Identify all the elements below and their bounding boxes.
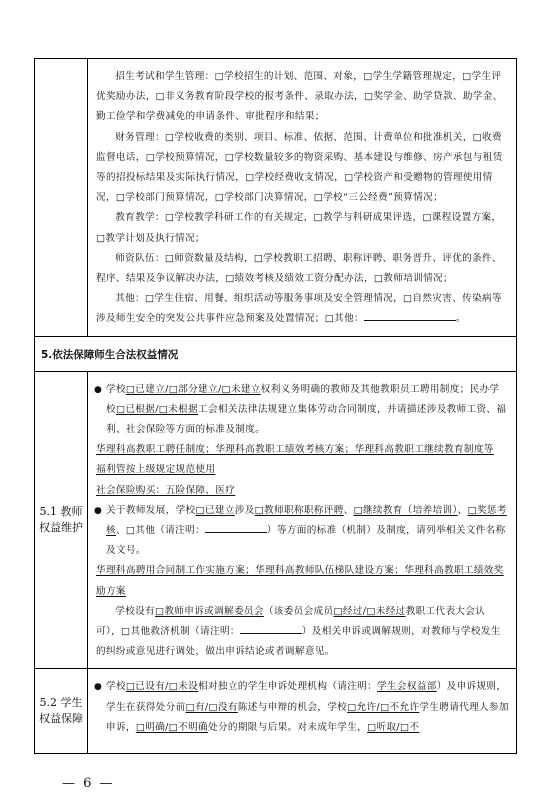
text-run: （该委员会成员 <box>263 605 334 617</box>
checkbox-option[interactable]: □已设有 <box>125 681 166 693</box>
filled-answer[interactable]: 社会保险购买：五险保障、医疗 <box>96 484 236 496</box>
checkbox-option[interactable]: □已建立 <box>125 383 166 395</box>
text-run: 相对独立的学生申诉处理机构（请注明： <box>198 681 378 693</box>
separator: / <box>165 681 169 693</box>
recruitment-paragraph: 招生考试和学生管理：□学校招生的计划、范围、对象，□学生学籍管理规定，□学生评优奖励办法，□非义务教育阶段学校的报考条件、录取办法，□奖学金、助学贷款、助学金、勤工俭学和学费减免的申请条件、审批程序和结果； <box>96 71 503 123</box>
checkbox-option[interactable]: □已根据 <box>115 403 156 415</box>
checkbox-option[interactable]: □部分建立 <box>168 383 218 395</box>
separator: / <box>362 605 367 617</box>
text-run: 处分的期限与后果。对未成年学生， <box>208 721 368 733</box>
row-label-line: 5.2 学生 <box>39 696 83 710</box>
other-text: 其他：□学生住宿、用餐、组织活动等服务事项及安全管理情况，□自然灾害、传染病等涉及师生安全的突发公共事件应急预案及处置情况；□其他： <box>96 293 502 325</box>
text-run: ）及申诉规则，学生在获得处分前 <box>106 681 507 713</box>
bullet-paragraph <box>96 501 509 562</box>
text-run: ）等方面的标准（机制）及制度，请列举相关文件名称及文号。 <box>106 525 506 557</box>
text-run: 工会相关法律法规建立集体劳动合同制度，并请描述涉及教师工资、福利、社会保险等方面的标准及制度。 <box>106 403 507 436</box>
row-label-line: 权益保障 <box>39 712 83 726</box>
checkbox-option[interactable]: □未建立 <box>221 383 261 395</box>
body-paragraph <box>96 602 509 663</box>
content-cell <box>88 669 517 754</box>
table-row <box>35 669 517 754</box>
separator: / <box>165 721 169 733</box>
separator: / <box>217 383 222 395</box>
text-run: 涉及 <box>234 504 255 516</box>
text-run: 、 <box>343 504 354 516</box>
checkbox-option[interactable]: □经过 <box>333 605 363 617</box>
teaching-paragraph: 教育教学：□学校教学科研工作的有关规定，□教学与科研成果评选，□课程设置方案，□教学计划及执行情况； <box>96 212 502 244</box>
text-run: 陈述与申辩的机会，学校 <box>237 701 348 713</box>
text-run: 学校 <box>106 383 126 395</box>
disclosure-table <box>34 58 517 754</box>
separator: /□不 <box>396 721 420 733</box>
other-end: 。 <box>455 313 466 325</box>
filled-answer[interactable]: 学生会权益部 <box>377 681 437 693</box>
text-run: 学校 <box>106 681 126 693</box>
text-run: 、 <box>457 504 468 516</box>
filled-answer[interactable]: 福利管按上级规定规范使用 <box>96 464 216 476</box>
row-label <box>35 371 88 669</box>
content-cell <box>88 371 517 669</box>
filled-answer[interactable]: 华理科高教职工聘任制度；华理科高教职工绩效考核方案；华理科高教职工继续教育制度等 <box>96 444 494 456</box>
separator: / <box>155 403 159 415</box>
table-row <box>35 371 517 669</box>
text-run: ）及相关申诉或调解规则，对教师与学校发生的纠纷或意见进行调处，做出申诉结论或者调解意见。 <box>96 626 501 658</box>
checkbox-option[interactable]: □未设 <box>168 681 199 693</box>
checkbox-option[interactable]: □不允许 <box>380 701 420 713</box>
finance-paragraph: 财务管理：□学校收费的类别、项目、标准、依据、范围、计费单位和批准机关，□收费监督电话，□学校预算情况，□学校数量较多的物资采购、基本建设与维修、房产承包与租赁等的招投标结果及实际执行情况，□学校经费收支情况，□学校资产和受赠物的管理使用情况，□学校部门预算情况，□学校部门决算情况，□学校“三公经费”预算情况； <box>96 131 503 204</box>
section-title: 5.依法保障师生合法权益情况 <box>35 336 517 371</box>
checkbox-option[interactable]: □未经过 <box>366 605 406 617</box>
text-run: 权利义务明确的教师及其他教职员工聘用制度；民办学校 <box>106 383 500 415</box>
checkbox-option[interactable]: □继续教育（培养培训） <box>353 504 458 516</box>
checkbox-option[interactable]: □已建立 <box>195 504 235 516</box>
checkbox-option[interactable]: □教师申诉或调解委员会 <box>154 605 264 617</box>
page-number: — 6 — <box>62 776 115 791</box>
other-blank[interactable] <box>240 625 302 634</box>
text-run: 关于教师发展，学校 <box>106 504 196 516</box>
row-label <box>35 669 88 754</box>
bullet-paragraph <box>96 380 509 441</box>
checkbox-option[interactable]: □未根据 <box>158 403 199 415</box>
filled-answer[interactable]: 华理科高聘用合同制工作实施方案；华理科高教师队伍梯队建设方案；华理科高教职工绩效奖励方案 <box>96 565 504 597</box>
text-run: 教职工代表大会认可），□其他救济机制（请注明： <box>96 605 486 638</box>
checkbox-option[interactable]: □没有 <box>208 701 238 713</box>
checkbox-option[interactable]: □听取 <box>367 721 397 733</box>
other-blank[interactable] <box>364 312 456 321</box>
other-blank[interactable] <box>205 524 267 533</box>
other-paragraph <box>96 289 509 329</box>
bullet-paragraph <box>96 677 509 738</box>
table-row <box>35 59 517 337</box>
checkbox-option[interactable]: □明确 <box>135 721 166 733</box>
content-cell <box>88 59 517 337</box>
row-label-line: 5.1 教师 <box>39 505 83 519</box>
section-title-row <box>35 336 517 371</box>
text-run: 学生聘请代理人参加申诉， <box>106 701 509 733</box>
separator: / <box>165 383 169 395</box>
checkbox-option[interactable]: □不明确 <box>168 721 208 733</box>
text-run: 学校设有 <box>115 605 155 617</box>
text-run: 、□其他（请注明： <box>115 525 205 537</box>
checkbox-option[interactable]: □教师职称职称评聘 <box>254 504 344 516</box>
row-label-line: 权益维护 <box>39 521 83 535</box>
separator: / <box>376 701 381 713</box>
empty-label-cell <box>35 59 88 337</box>
separator: / <box>204 701 209 713</box>
checkbox-option[interactable]: □允许 <box>347 701 377 713</box>
staff-paragraph: 师资队伍：□师资数量及结构，□学校教职工招聘、职称评聘、职务晋升、评优的条件、程序、结果及争议解决办法，□绩效考核及绩效工资分配办法，□教师培训情况； <box>96 252 502 285</box>
checkbox-option[interactable]: □奖惩考核 <box>106 504 507 537</box>
checkbox-option[interactable]: □有 <box>185 701 205 713</box>
